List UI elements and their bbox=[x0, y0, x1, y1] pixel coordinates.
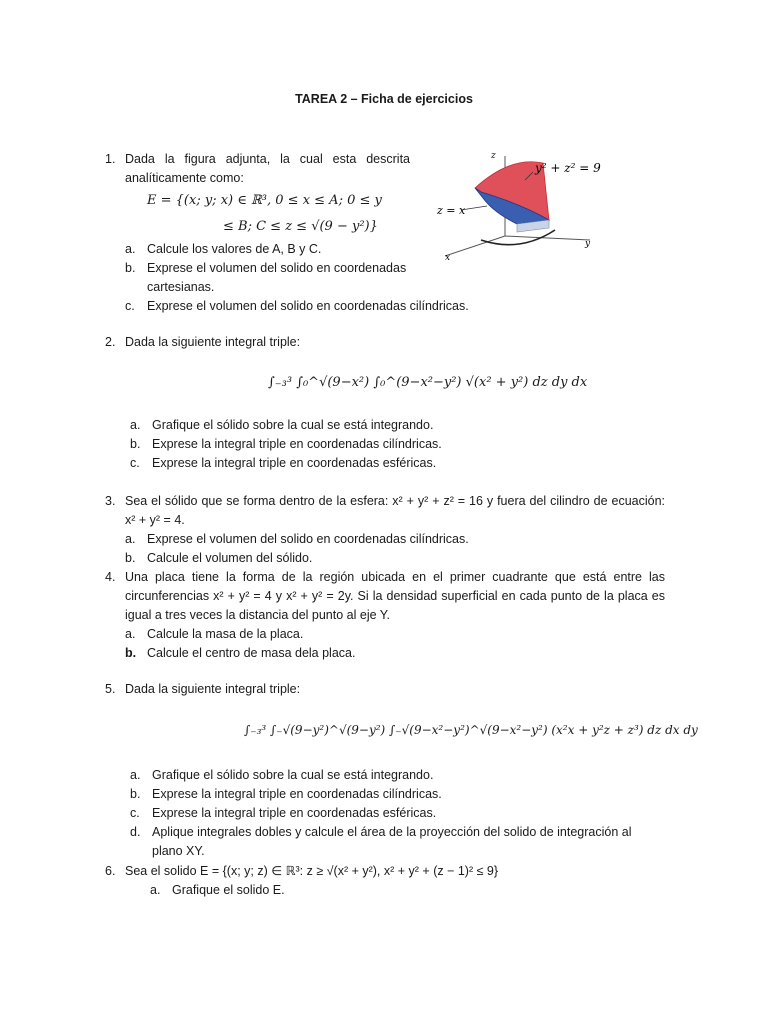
problem-1-text: Dada la figura adjunta, la cual esta descrita analíticamente como: bbox=[125, 152, 410, 185]
item-text: Grafique el solido E. bbox=[172, 883, 285, 897]
problem-4 bbox=[105, 568, 665, 663]
problem-4-item-a bbox=[125, 625, 665, 644]
solid-figure bbox=[425, 148, 625, 263]
problem-4-text: Una placa tiene la forma de la región ubicada en el primer cuadrante que está entre las circunferencias x² + y² = 4 y x² + y² = 2y. Si la densidad superficial en cada punto de la placa es igual a tres veces la distancia del punto al eje Y. bbox=[125, 570, 665, 622]
item-text: Calcule la masa de la placa. bbox=[147, 627, 304, 641]
page-title: TAREA 2 – Ficha de ejercicios bbox=[295, 92, 473, 106]
problem-2-items bbox=[105, 416, 665, 473]
problem-1-item-c-wrap bbox=[105, 297, 665, 316]
problem-3-number: 3. bbox=[105, 494, 116, 508]
item-letter: b. bbox=[125, 646, 137, 660]
item-letter: c. bbox=[130, 806, 140, 820]
problem-2-number: 2. bbox=[105, 335, 116, 349]
item-text: Grafique el sólido sobre la cual se está integrando. bbox=[152, 768, 434, 782]
problem-4-item-b bbox=[125, 644, 665, 663]
item-text: Grafique el sólido sobre la cual se está integrando. bbox=[152, 418, 434, 432]
equation-label: y² + z² = 9 bbox=[535, 161, 601, 175]
item-letter: b. bbox=[130, 787, 141, 801]
problem-3-text: Sea el sólido que se forma dentro de la esfera: x² + y² + z² = 16 y fuera del cilindro de ecuación: x² + y² = 4. bbox=[125, 494, 665, 527]
problem-1-number: 1. bbox=[105, 152, 116, 166]
item-text: Exprese el volumen del solido en coordenadas cartesianas. bbox=[147, 261, 407, 294]
problem-1-item-b bbox=[125, 259, 495, 297]
problem-2-item-a bbox=[125, 416, 665, 435]
problem-5-item-a bbox=[125, 766, 665, 785]
item-text: Calcule el volumen del sólido. bbox=[147, 551, 313, 565]
item-text: Exprese la integral triple en coordenadas cilíndricas. bbox=[152, 437, 442, 451]
problem-3-item-b bbox=[125, 549, 665, 568]
item-letter: d. bbox=[130, 825, 141, 839]
z-axis-label: z bbox=[491, 151, 496, 161]
item-text: Calcule los valores de A, B y C. bbox=[147, 242, 322, 256]
item-text: Exprese la integral triple en coordenadas esféricas. bbox=[152, 806, 437, 820]
problem-2 bbox=[105, 333, 665, 352]
problem-1-item-c bbox=[125, 297, 665, 316]
y-axis-label: y bbox=[585, 239, 591, 249]
item-letter: a. bbox=[130, 768, 141, 782]
problem-5 bbox=[105, 680, 665, 699]
problem-1 bbox=[105, 150, 410, 188]
item-letter: a. bbox=[150, 883, 161, 897]
problem-5-text: Dada la siguiente integral triple: bbox=[125, 682, 301, 696]
problem-6-text: Sea el solido E = {(x; y; z) ∈ ℝ³: z ≥ √(x² + y²), x² + y² + (z − 1)² ≤ 9} bbox=[125, 864, 499, 878]
x-axis-label: x bbox=[445, 253, 451, 263]
item-letter: a. bbox=[125, 242, 136, 256]
problem-5-item-c bbox=[125, 804, 665, 823]
problem-5-item-d bbox=[125, 823, 665, 861]
item-letter: b. bbox=[125, 261, 136, 275]
item-text: Exprese la integral triple en coordenadas cilíndricas. bbox=[152, 787, 442, 801]
problem-3 bbox=[105, 492, 665, 568]
plane-label: z = x bbox=[437, 204, 466, 217]
problem-2-text: Dada la siguiente integral triple: bbox=[125, 335, 301, 349]
problem-3-item-a bbox=[125, 530, 665, 549]
problem-4-number: 4. bbox=[105, 570, 116, 584]
item-letter: b. bbox=[125, 551, 136, 565]
problem-2-item-c bbox=[125, 454, 665, 473]
problem-5-item-b bbox=[125, 785, 665, 804]
problem-6-number: 6. bbox=[105, 864, 116, 878]
item-letter: a. bbox=[125, 532, 136, 546]
item-letter: a. bbox=[125, 627, 136, 641]
problem-5-number: 5. bbox=[105, 682, 116, 696]
problem-6 bbox=[105, 862, 665, 900]
item-letter: a. bbox=[130, 418, 141, 432]
problem-1-set-line2: ≤ B; C ≤ z ≤ √(9 − y²)} bbox=[223, 219, 378, 234]
problem-5-integral: ∫₋₃³ ∫₋√(9−y²)^√(9−y²) ∫₋√(9−x²−y²)^√(9−x²−y²) (x²x + y²z + z³) dz dx dy bbox=[244, 723, 698, 737]
item-letter: c. bbox=[130, 456, 140, 470]
problem-1-set-line1: E = {(x; y; x) ∈ ℝ³, 0 ≤ x ≤ A; 0 ≤ y bbox=[147, 193, 382, 208]
item-text: Calcule el centro de masa dela placa. bbox=[147, 646, 356, 660]
item-letter: b. bbox=[130, 437, 141, 451]
item-text: Exprese el volumen del solido en coordenadas cilíndricas. bbox=[147, 299, 469, 313]
problem-5-items bbox=[105, 766, 665, 861]
problem-6-item-a bbox=[150, 881, 665, 900]
item-letter: c. bbox=[125, 299, 135, 313]
problem-2-integral: ∫₋₃³ ∫₀^√(9−x²) ∫₀^(9−x²−y²) √(x² + y²) dz dy dx bbox=[268, 375, 588, 390]
x-axis-line bbox=[445, 236, 505, 256]
item-text: Aplique integrales dobles y calcule el área de la proyección del solido de integración al plano XY. bbox=[152, 825, 632, 858]
y-axis-line bbox=[505, 236, 590, 240]
item-text: Exprese la integral triple en coordenadas esféricas. bbox=[152, 456, 437, 470]
item-text: Exprese el volumen del solido en coordenadas cilíndricas. bbox=[147, 532, 469, 546]
problem-2-item-b bbox=[125, 435, 665, 454]
